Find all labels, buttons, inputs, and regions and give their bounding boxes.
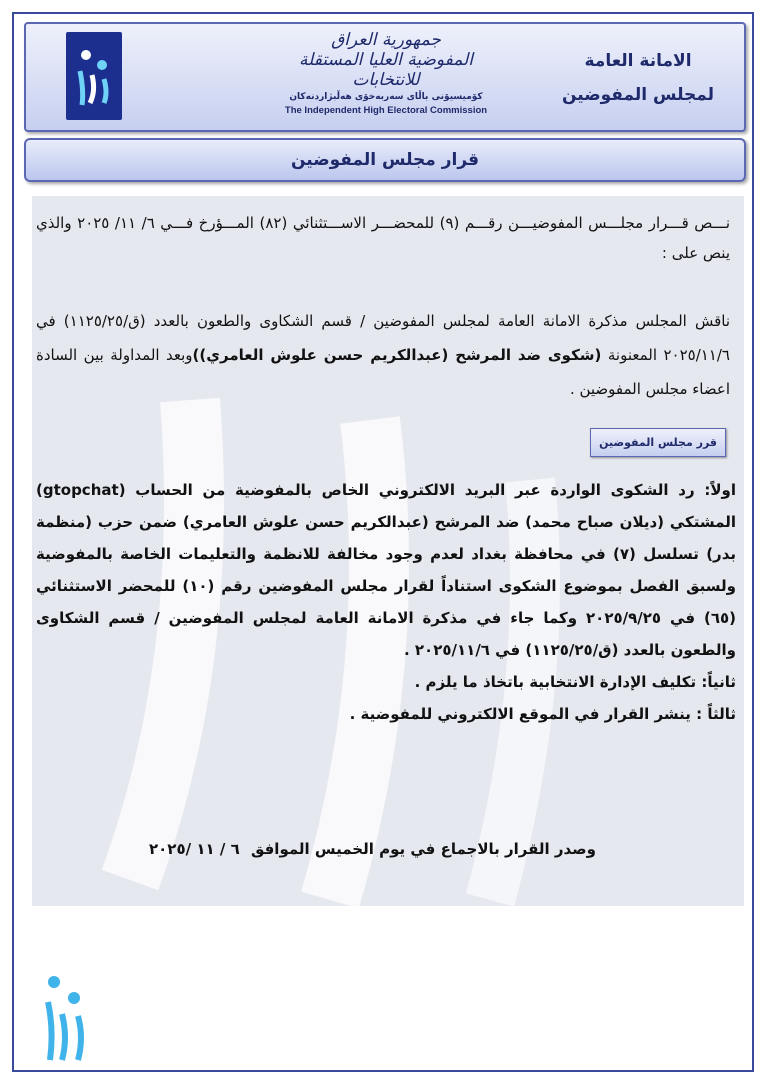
discussion-subject: (شكوى ضد المرشح (عبدالكريم حسن علوش العامري)) (192, 346, 602, 364)
letterhead (24, 22, 746, 132)
issuance-statement (36, 840, 596, 858)
seal-line-commission: المفوضية العليا المستقلة للانتخابات (298, 50, 473, 90)
secretariat-heading (558, 44, 718, 112)
issuance-date: ٦ / ١١ /٢٠٢٥ (149, 840, 240, 858)
decision-item-first: اولاً: رد الشكوى الواردة عبر البريد الالكتروني الخاص بالمفوضية من الحساب (gtopchat) المشتكي (ديلان صباح محمد) ضد المرشح (عبدالكريم حسن علوش العامري) ضمن حزب (منظمة بدر) تسلسل (٧) في محافظة بغداد لعدم وجود مخالفة للانظمة والتعليمات الخاصة بالمفوضية ولسبق الفصل بموضوع الشكوى استناداً لقرار مجلس المفوضين رقم (١٠) للمحضر الاستثنائي (٦٥) في ٢٠٢٥/٩/٢٥ وكما جاء في مذكرة الامانة العامة لمجلس المفوضين / قسم الشكاوى والطعون بالعدد (ق/١١٢٥/٢٥) في ٢٠٢٥/١١/٦ . (36, 481, 737, 659)
discussion-text-end: وبعد المداولة بين السادة اعضاء مجلس المفوضين . (36, 346, 730, 398)
discussion-text-start: ناقش المجلس مذكرة الامانة العامة لمجلس المفوضين / قسم الشكاوى والطعون بالعدد (ق/١١٢٥/٢٥) في ٢٠٢٥/١١/٦ المعنونة (36, 312, 730, 364)
decision-items (36, 474, 736, 730)
commission-logo-icon (74, 41, 114, 111)
seal-line-country: جمهورية العراق (331, 30, 441, 50)
footer-logo-icon (40, 968, 90, 1068)
issuance-text: وصدر القرار بالاجماع في يوم الخميس الموافق (250, 840, 596, 858)
secretariat-line1: الامانة العامة (584, 51, 692, 71)
discussion-paragraph (36, 304, 736, 406)
commission-seal (276, 30, 496, 116)
intro-paragraph: نـــص قـــرار مجلـــس المفوضيـــن رقـــم (٩) للمحضـــر الاســـتثنائي (٨٢) المـــؤرخ فـــي ٦/ ١١/ ٢٠٢٥ والذي ينص على : (36, 214, 731, 262)
commission-logo (66, 32, 122, 120)
document-title-bar (24, 138, 746, 182)
document-title: قرار مجلس المفوضين (290, 150, 480, 170)
seal-line-kurdish: كۆمیسیۆنی باڵای سەربەخۆی هەڵبژاردنەکان (289, 92, 483, 102)
decision-item-third: ثالثاً : ينشر القرار في الموقع الالكتروني للمفوضية . (349, 705, 736, 723)
decision-badge: قرر مجلس المفوضين (590, 428, 726, 457)
decision-badge-row (36, 428, 736, 460)
document-body (36, 208, 736, 730)
seal-line-english: The Independent High Electoral Commission (284, 105, 488, 116)
decision-item-second: ثانياً: تكليف الإدارة الانتخابية باتخاذ ما يلزم . (414, 673, 736, 691)
secretariat-line2: لمجلس المفوضين (561, 85, 715, 105)
